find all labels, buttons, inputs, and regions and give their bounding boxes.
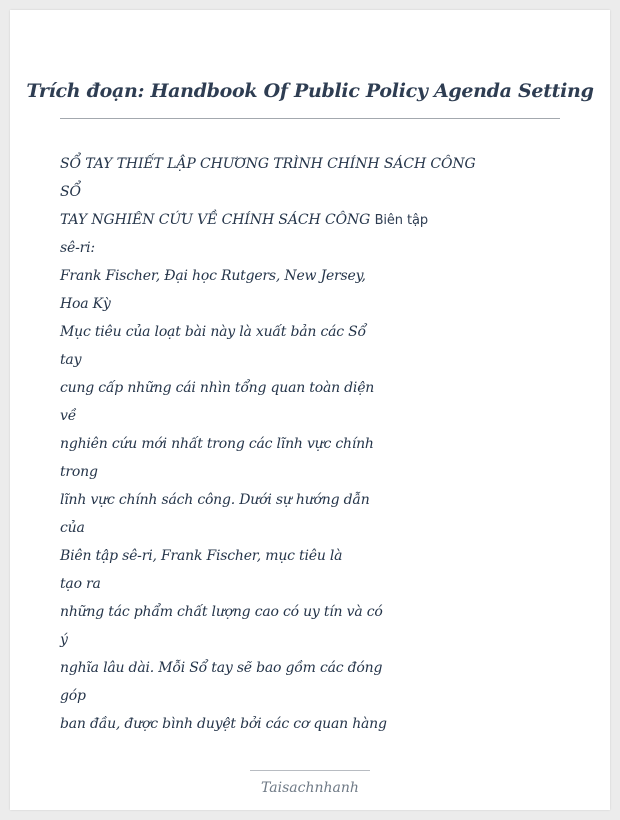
text-line: của (60, 520, 85, 536)
text-line: ban đầu, được bình duyệt bởi các cơ quan hàng (60, 716, 387, 732)
document-page (10, 10, 610, 810)
text-line: Hoa Kỳ (60, 296, 111, 312)
text-line-segment: Biên tập (374, 213, 428, 228)
page-title: Trích đoạn: Handbook Of Public Policy Agenda Setting (26, 80, 594, 102)
footer-brand: Taisachnhanh (261, 780, 359, 796)
text-line: Mục tiêu của loạt bài này là xuất bản các Sổ (60, 324, 366, 340)
title-divider (60, 118, 560, 119)
text-line: SỔ (60, 184, 81, 200)
text-line: sê-ri: (60, 240, 95, 256)
footer-divider (250, 770, 370, 771)
text-line: góp (60, 688, 86, 704)
text-line: về (60, 408, 77, 424)
text-line: trong (60, 464, 98, 480)
text-line: nghiên cứu mới nhất trong các lĩnh vực chính (60, 436, 374, 452)
document-body (60, 150, 540, 738)
text-line: SỔ TAY THIẾT LẬP CHƯƠNG TRÌNH CHÍNH SÁCH CÔNG (60, 156, 476, 172)
text-line: lĩnh vực chính sách công. Dưới sự hướng dẫn (60, 492, 370, 508)
text-line: nghĩa lâu dài. Mỗi Sổ tay sẽ bao gồm các đóng (60, 660, 383, 676)
text-line: những tác phẩm chất lượng cao có uy tín và có (60, 604, 383, 620)
text-line: cung cấp những cái nhìn tổng quan toàn diện (60, 380, 375, 396)
text-line: tạo ra (60, 576, 101, 592)
text-line: tay (60, 352, 82, 368)
text-line: Biên tập sê-ri, Frank Fischer, mục tiêu là (60, 548, 343, 564)
text-line: Frank Fischer, Đại học Rutgers, New Jersey, (60, 268, 366, 284)
text-line: ý (60, 632, 68, 648)
text-line-segment: TAY NGHIÊN CỨU VỀ CHÍNH SÁCH CÔNG (60, 212, 371, 228)
text-line (60, 206, 540, 234)
